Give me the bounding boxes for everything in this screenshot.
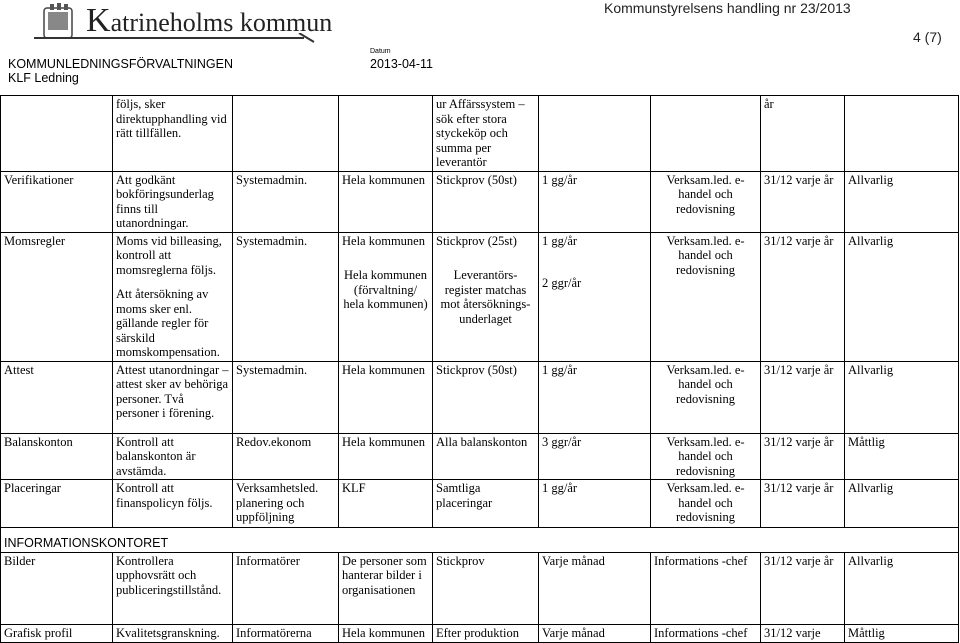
table-row <box>1 232 959 361</box>
cell-report-to: Informations -chef <box>651 624 761 642</box>
logo <box>34 0 334 44</box>
cell-method: Samtliga placeringar <box>433 480 539 528</box>
logo-initial: K <box>86 2 111 39</box>
cell-report: år <box>761 96 845 172</box>
date-label: Datum <box>370 48 391 55</box>
cell-report: 31/12 varje <box>761 624 845 642</box>
cell-scope: De personer som hanterar bilder i organisationen <box>339 552 433 624</box>
cell-report: 31/12 varje år <box>761 361 845 433</box>
table-row <box>1 552 959 624</box>
table-row <box>1 171 959 232</box>
cell-risk: Allvarlig <box>845 232 959 361</box>
cell-frequency: Varje månad <box>539 552 651 624</box>
section-title: INFORMATIONSKONTORET <box>4 536 169 550</box>
cell-report: 31/12 varje år <box>761 552 845 624</box>
cell-risk: Allvarlig <box>845 552 959 624</box>
cell-method: Stickprov <box>433 552 539 624</box>
cell-risk: Allvarlig <box>845 171 959 232</box>
cell-control-sub: Att återsökning av moms sker enl. gällande regler för särskild momskompensation. <box>116 287 220 359</box>
table-row <box>1 96 959 172</box>
cell-report: 31/12 varje år <box>761 480 845 528</box>
cell-frequency: 1 gg/år <box>539 171 651 232</box>
cell-area: Verifikationer <box>1 171 113 232</box>
cell-frequency: Varje månad <box>539 624 651 642</box>
cell-control: Kontrollera upphovsrätt och publiceringstillstånd. <box>113 552 233 624</box>
cell-area: Balanskonton <box>1 433 113 480</box>
logo-name: atrineholms kommun <box>110 8 333 37</box>
date-value: 2013-04-11 <box>370 57 434 71</box>
cell-method-sub: Leverantörs-register matchas mot återsöknings-underlaget <box>440 268 531 326</box>
logo-underline <box>34 33 324 43</box>
cell-area: Grafisk profil <box>1 624 113 642</box>
cell-report: 31/12 varje år <box>761 232 845 361</box>
cell-report-to: Informations -chef <box>651 552 761 624</box>
control-table <box>0 95 959 643</box>
cell-scope: Hela kommunen <box>339 433 433 480</box>
cell-control: Kontroll att balanskonton är avstämda. <box>113 433 233 480</box>
cell-method: Stickprov (25st) <box>436 233 517 248</box>
department-sub: KLF Ledning <box>8 71 79 85</box>
cell-area: Momsregler <box>1 232 113 361</box>
cell-responsible: Informatörer <box>233 552 339 624</box>
cell-frequency: 1 gg/år <box>539 361 651 433</box>
cell-risk: Måttlig <box>845 624 959 642</box>
cell-report-to: Verksam.led. e-handel och redovisning <box>651 171 761 232</box>
table-row <box>1 624 959 642</box>
cell-frequency: 1 gg/år <box>542 233 578 248</box>
cell-control: Moms vid billeasing, kontroll att momsreglerna följs. <box>116 233 222 277</box>
cell-method: Alla balanskonton <box>433 433 539 480</box>
cell-scope: Hela kommunen <box>342 233 425 248</box>
cell-report: 31/12 varje år <box>761 171 845 232</box>
cell-scope: Hela kommunen <box>339 171 433 232</box>
cell-method: ur Affärssystem – sök efter stora styckeköp och summa per leverantör <box>433 96 539 172</box>
cell-area: Bilder <box>1 552 113 624</box>
cell-control: Kontroll att finanspolicyn följs. <box>113 480 233 528</box>
cell-report-to: Verksam.led. e-handel och redovisning <box>651 480 761 528</box>
table-row <box>1 361 959 433</box>
cell-responsible: Systemadmin. <box>233 171 339 232</box>
cell-risk: Måttlig <box>845 433 959 480</box>
cell-risk: Allvarlig <box>845 480 959 528</box>
cell-frequency-sub: 2 ggr/år <box>542 276 582 290</box>
cell-scope: KLF <box>339 480 433 528</box>
cell-responsible: Verksamhetsled. planering och uppföljning <box>233 480 339 528</box>
table-row <box>1 433 959 480</box>
cell-frequency: 3 ggr/år <box>539 433 651 480</box>
cell-report-to: Verksam.led. e-handel och redovisning <box>651 232 761 361</box>
cell-method: Efter produktion <box>433 624 539 642</box>
cell-control: följs, sker direktupphandling vid rätt tillfällen. <box>113 96 233 172</box>
department-name: KOMMUNLEDNINGSFÖRVALTNINGEN <box>8 57 234 71</box>
cell-responsible: Informatörerna <box>233 624 339 642</box>
cell-responsible: Systemadmin. <box>233 232 339 361</box>
cell-method: Stickprov (50st) <box>433 361 539 433</box>
page-number: 4 (7) <box>913 29 942 45</box>
cell-scope-sub: Hela kommunen (förvaltning/ hela kommunen) <box>343 268 428 311</box>
cell-area: Placeringar <box>1 480 113 528</box>
cell-control: Attest utanordningar – attest sker av behöriga personer. Två personer i förening. <box>113 361 233 433</box>
cell-control: Kvalitetsgranskning. <box>113 624 233 642</box>
document-title: Kommunstyrelsens handling nr 23/2013 <box>604 0 851 16</box>
cell-responsible: Redov.ekonom <box>233 433 339 480</box>
cell-method: Stickprov (50st) <box>433 171 539 232</box>
cell-report-to: Verksam.led. e-handel och redovisning <box>651 433 761 480</box>
cell-risk: Allvarlig <box>845 361 959 433</box>
cell-report: 31/12 varje år <box>761 433 845 480</box>
cell-control: Att godkänt bokföringsunderlag finns till utanordningar. <box>113 171 233 232</box>
cell-scope: Hela kommunen <box>339 624 433 642</box>
section-row <box>1 528 959 553</box>
cell-frequency: 1 gg/år <box>539 480 651 528</box>
table-row <box>1 480 959 528</box>
cell-report-to: Verksam.led. e-handel och redovisning <box>651 361 761 433</box>
cell-responsible: Systemadmin. <box>233 361 339 433</box>
cell-scope: Hela kommunen <box>339 361 433 433</box>
cell-area: Attest <box>1 361 113 433</box>
